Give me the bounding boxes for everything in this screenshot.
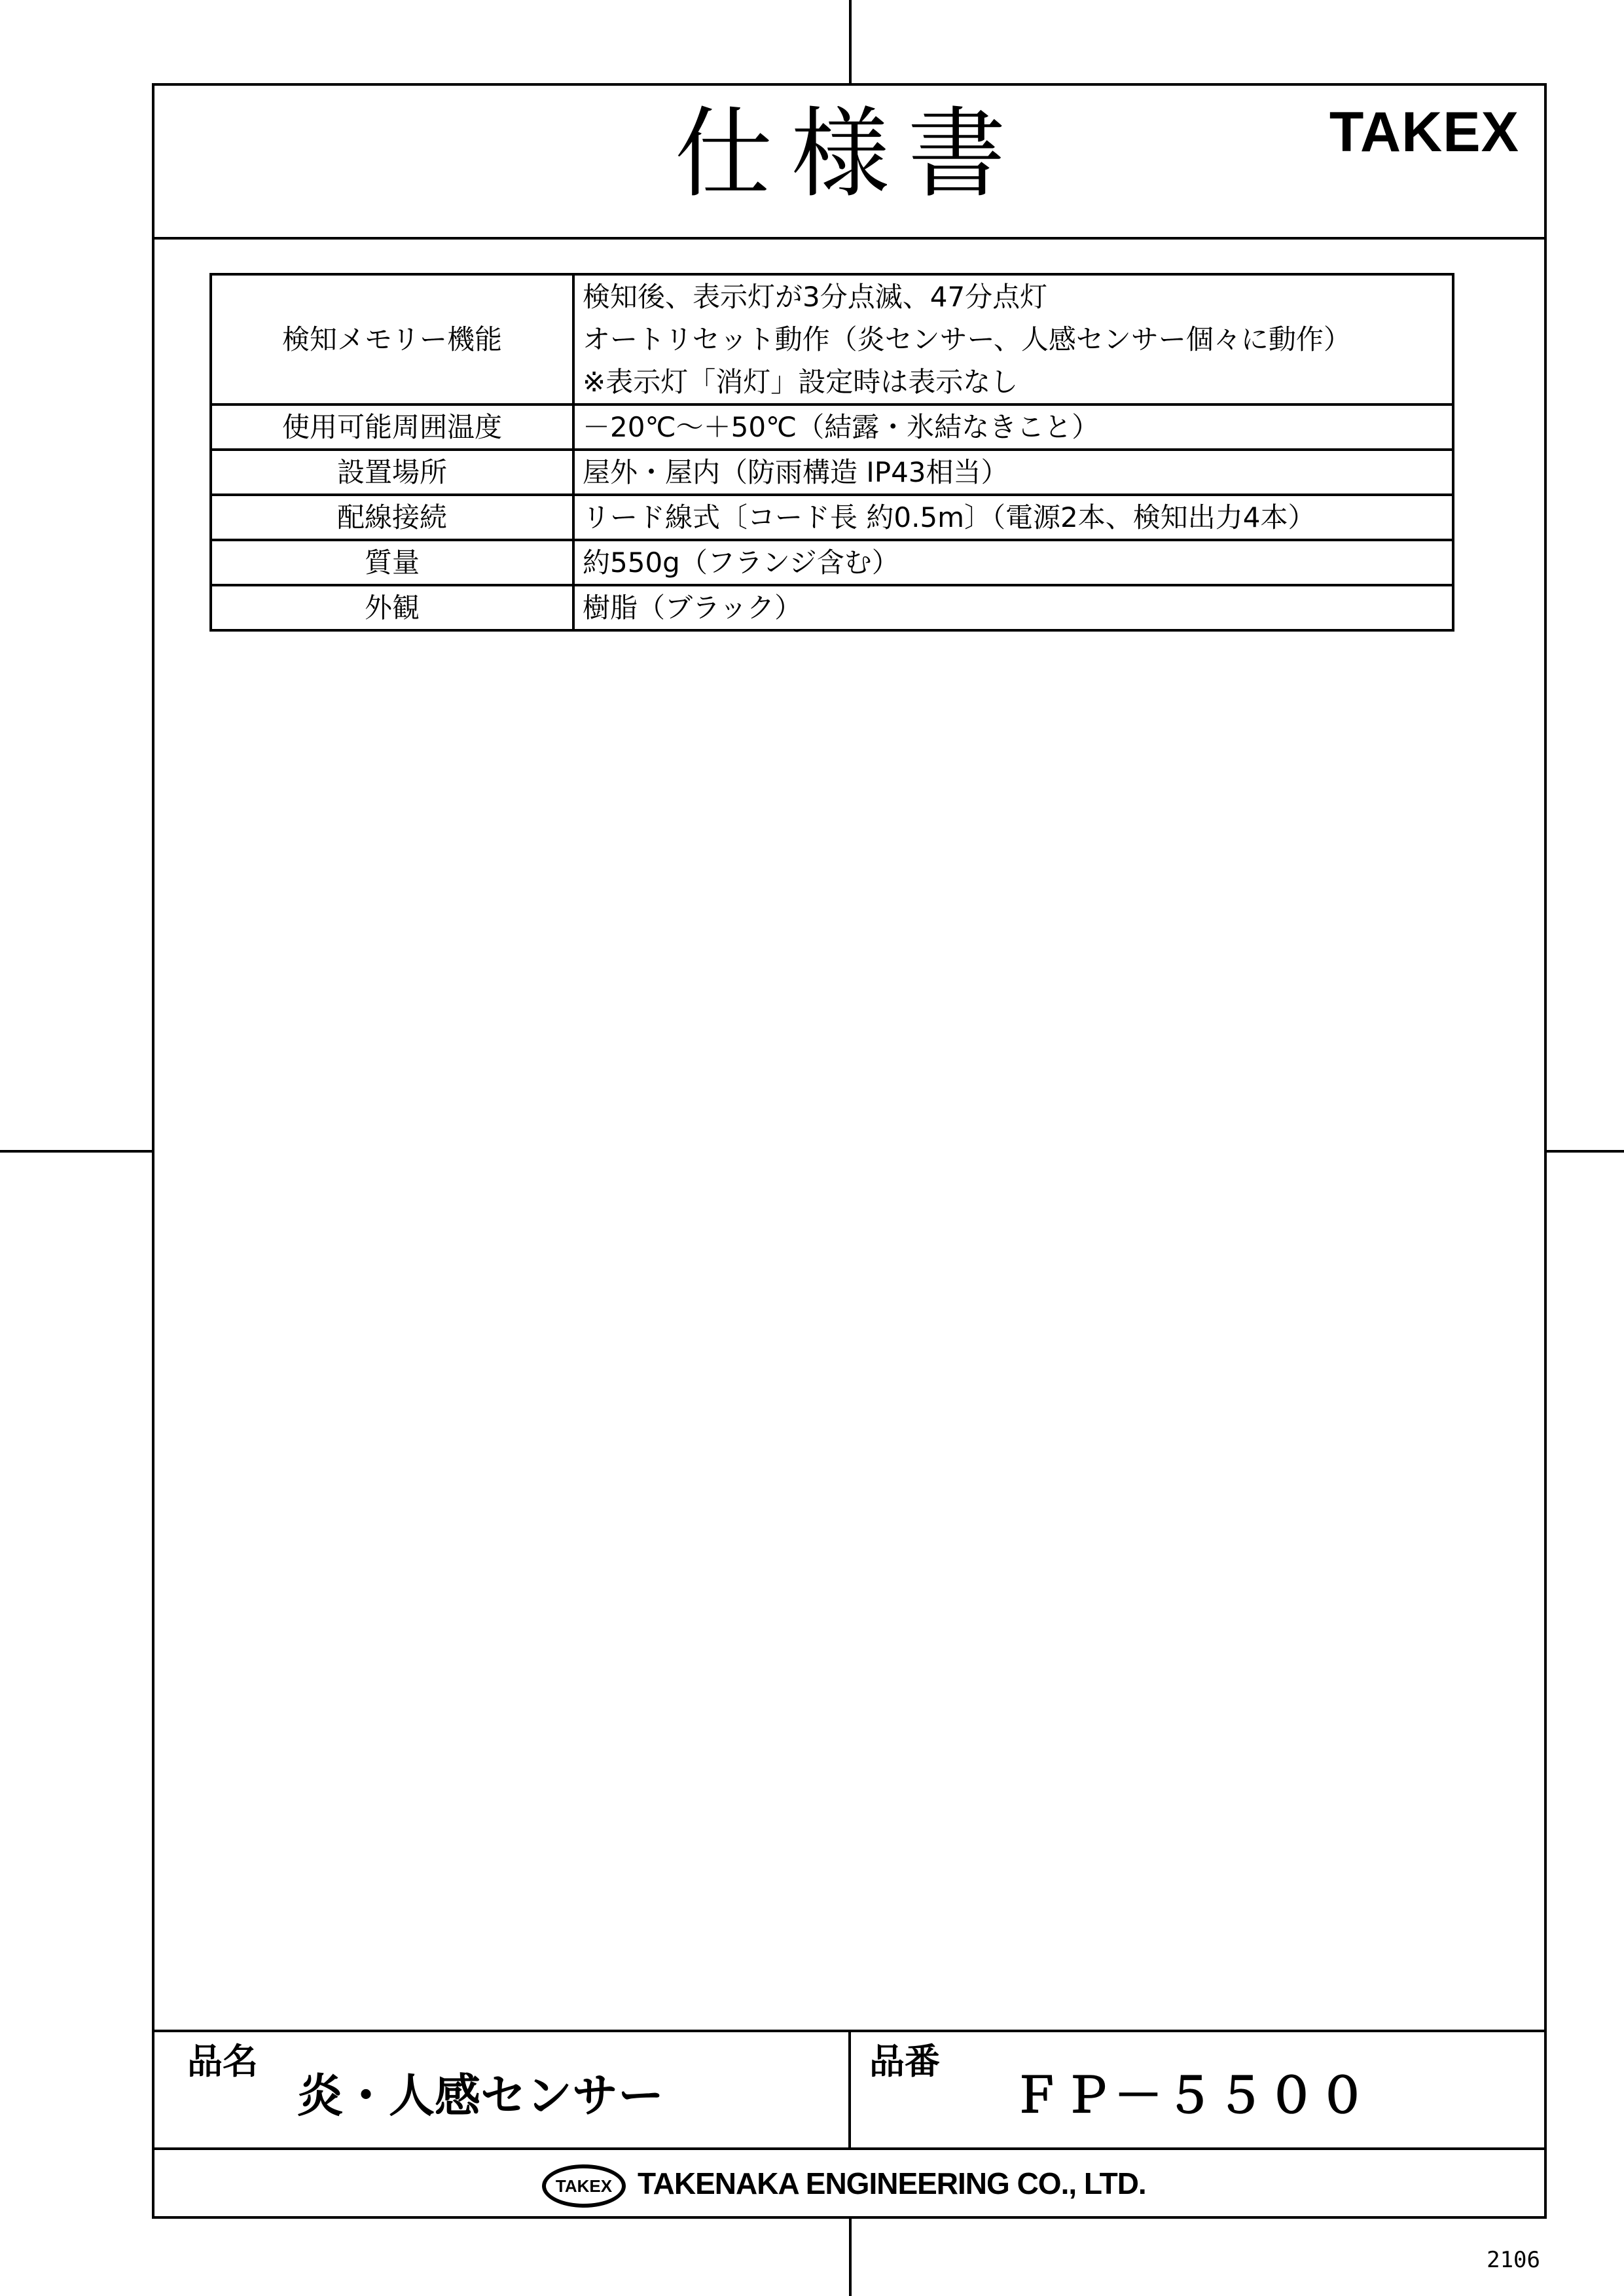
spec-value-line: オートリセット動作（炎センサー、人感センサー個々に動作） — [583, 323, 1351, 355]
spec-label: 使用可能周囲温度 — [211, 404, 573, 450]
spec-value: リード線式〔コード長 約0.5m〕（電源2本、検知出力4本） — [573, 495, 1453, 540]
product-info-divider — [848, 2032, 851, 2147]
document-frame — [152, 83, 1547, 2219]
crop-mark-top — [849, 0, 852, 83]
spec-value-line: ※表示灯「消灯」設定時は表示なし — [583, 366, 1019, 398]
product-info-row — [154, 2030, 1544, 2150]
brand-logo: TAKEX — [1329, 101, 1519, 164]
spec-label: 外観 — [211, 585, 573, 630]
product-number: ＦＰ－５５００ — [1012, 2068, 1369, 2124]
spec-row-temperature — [211, 404, 1453, 450]
company-name: TAKENAKA ENGINEERING CO., LTD. — [638, 2166, 1146, 2200]
page-title: 仕様書 — [674, 98, 1024, 211]
title-row — [154, 86, 1544, 240]
spec-table — [209, 273, 1454, 632]
crop-mark-left — [0, 1150, 152, 1153]
spec-value — [573, 274, 1453, 404]
spec-label: 設置場所 — [211, 450, 573, 495]
document-number: 2106 — [1487, 2247, 1540, 2273]
spec-row-appearance — [211, 585, 1453, 630]
spec-label: 配線接続 — [211, 495, 573, 540]
spec-row-weight — [211, 540, 1453, 585]
spec-label: 質量 — [211, 540, 573, 585]
spec-label: 検知メモリー機能 — [211, 274, 573, 404]
spec-value: 約550g（フランジ含む） — [573, 540, 1453, 585]
takex-oval-logo: TAKEX — [542, 2164, 626, 2208]
product-name-label: 品名 — [187, 2041, 258, 2082]
spec-row-memory — [211, 274, 1453, 404]
spec-value-line: 検知後、表示灯が3分点滅、47分点灯 — [583, 281, 1048, 313]
product-number-label: 品番 — [869, 2041, 940, 2082]
crop-mark-bottom — [849, 2219, 852, 2296]
crop-mark-right — [1547, 1150, 1624, 1153]
product-name: 炎・人感センサー — [297, 2069, 664, 2123]
spec-row-wiring — [211, 495, 1453, 540]
footer — [154, 2150, 1544, 2216]
spec-value: －20℃～＋50℃（結露・氷結なきこと） — [573, 404, 1453, 450]
spec-value: 樹脂（ブラック） — [573, 585, 1453, 630]
spec-row-location — [211, 450, 1453, 495]
spec-value: 屋外・屋内（防雨構造 IP43相当） — [573, 450, 1453, 495]
